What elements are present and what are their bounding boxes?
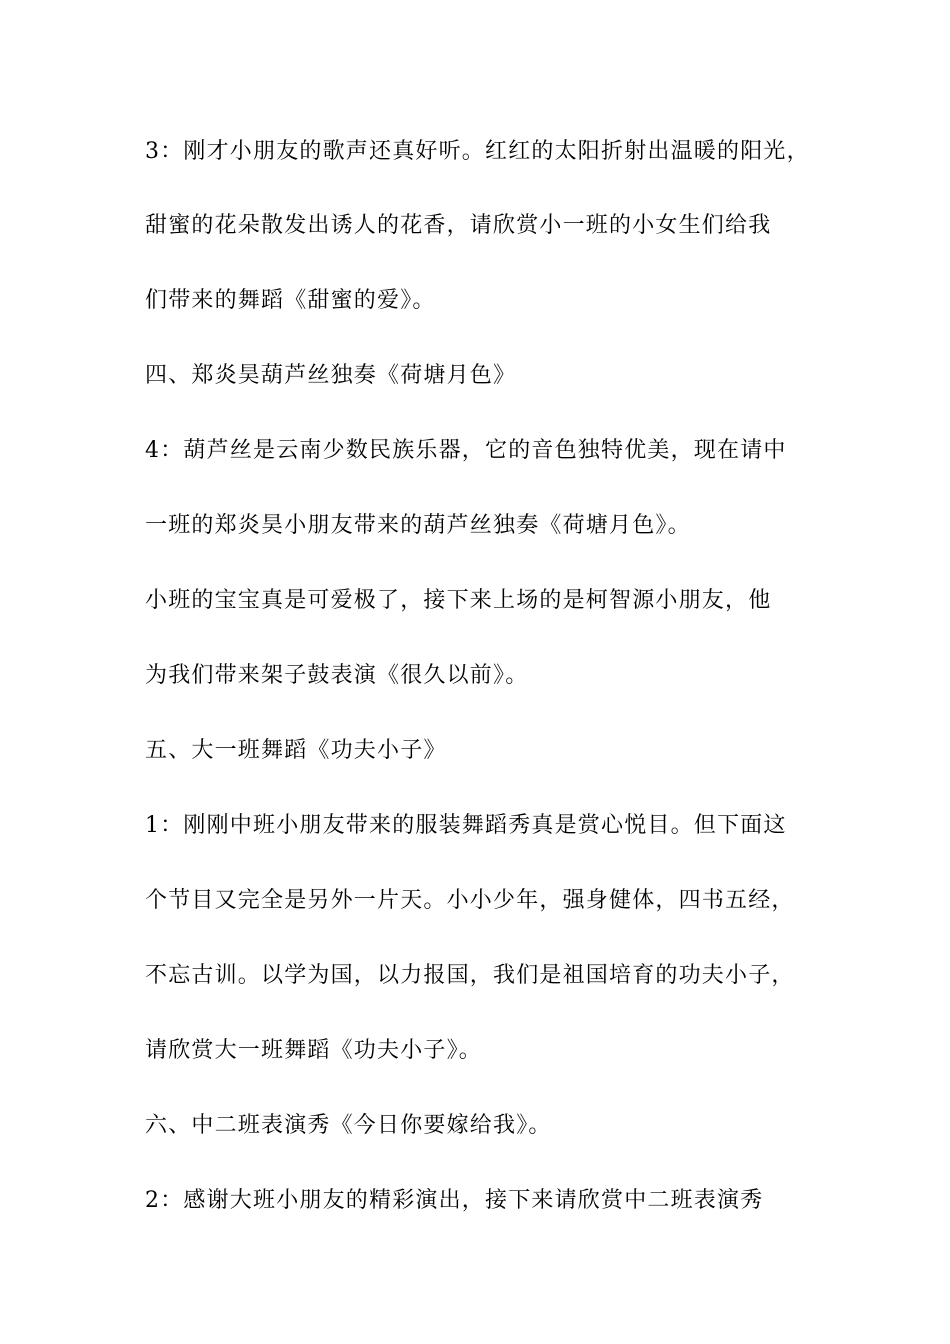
paragraph-line: 为我们带来架子鼓表演《很久以前》。 bbox=[145, 663, 529, 688]
section-heading: 五、大一班舞蹈《功夫小子》 bbox=[145, 738, 447, 763]
paragraph-line: 4：葫芦丝是云南少数民族乐器，它的音色独特优美，现在请中 bbox=[145, 438, 787, 463]
paragraph-line: 小班的宝宝真是可爱极了，接下来上场的是柯智源小朋友，他 bbox=[145, 588, 772, 613]
section-heading: 六、中二班表演秀《今日你要嫁给我》。 bbox=[145, 1113, 552, 1138]
paragraph-line: 个节目又完全是另外一片天。小小少年，强身健体，四书五经， bbox=[145, 888, 795, 913]
paragraph-line: 一班的郑炎昊小朋友带来的葫芦丝独奏《荷塘月色》。 bbox=[145, 513, 691, 538]
paragraph-line: 3：刚才小朋友的歌声还真好听。红红的太阳折射出温暖的阳光， bbox=[145, 139, 810, 164]
paragraph-line: 2：感谢大班小朋友的精彩演出，接下来请欣赏中二班表演秀 bbox=[145, 1188, 764, 1213]
paragraph-line: 1：刚刚中班小朋友带来的服装舞蹈秀真是赏心悦目。但下面这 bbox=[145, 813, 787, 838]
paragraph-line: 们带来的舞蹈《甜蜜的爱》。 bbox=[145, 288, 436, 313]
section-heading: 四、郑炎昊葫芦丝独奏《荷塘月色》 bbox=[145, 363, 517, 388]
paragraph-line: 不忘古训。以学为国，以力报国，我们是祖国培育的功夫小子， bbox=[145, 963, 795, 988]
paragraph-line: 甜蜜的花朵散发出诱人的花香，请欣赏小一班的小女生们给我 bbox=[145, 213, 772, 238]
paragraph-line: 请欣赏大一班舞蹈《功夫小子》。 bbox=[145, 1038, 483, 1063]
